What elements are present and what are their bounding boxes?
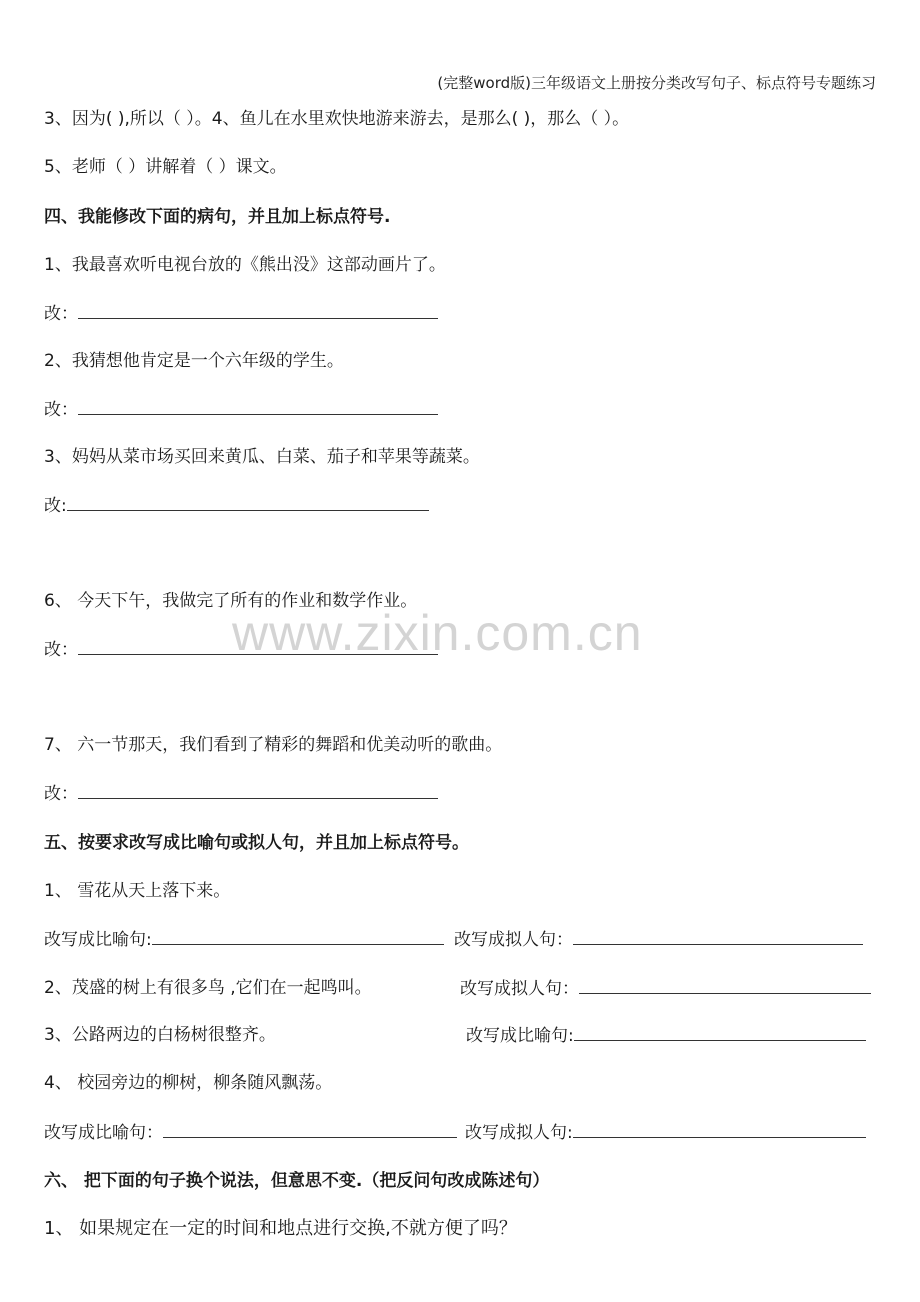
- s5-answer-4-personify: [465, 1121, 866, 1144]
- s5-question-1: 1、 雪花从天上落下来。: [44, 881, 231, 901]
- s4-answer-1: [44, 302, 438, 325]
- s4-question-6: 6、 今天下午，我做完了所有的作业和数学作业。: [44, 591, 418, 611]
- answer-label: 改写成比喻句:: [44, 930, 152, 950]
- answer-line[interactable]: [78, 302, 438, 319]
- s5-answer-4-simile: [44, 1121, 457, 1144]
- answer-label: 改写成拟人句：: [454, 930, 573, 950]
- answer-label: 改:: [44, 496, 67, 516]
- answer-label: 改写成拟人句:: [465, 1123, 573, 1143]
- s5-answer-1-personify: [454, 928, 863, 951]
- s4-question-2: 2、我猜想他肯定是一个六年级的学生。: [44, 351, 344, 371]
- answer-line[interactable]: [573, 928, 863, 945]
- s4-question-7: 7、 六一节那天，我们看到了精彩的舞蹈和优美动听的歌曲。: [44, 735, 503, 755]
- answer-label: 改：: [44, 400, 78, 420]
- s5-question-3: 3、公路两边的白杨树很整齐。: [44, 1025, 276, 1045]
- answer-line[interactable]: [163, 1121, 457, 1138]
- answer-line[interactable]: [573, 1121, 866, 1138]
- answer-line[interactable]: [78, 782, 438, 799]
- answer-line[interactable]: [78, 398, 438, 415]
- section-5-title: 五、按要求改写成比喻句或拟人句，并且加上标点符号。: [44, 833, 469, 853]
- answer-line[interactable]: [579, 977, 871, 994]
- answer-line[interactable]: [67, 494, 429, 511]
- answer-line[interactable]: [152, 928, 444, 945]
- answer-label: 改写成比喻句:: [466, 1026, 574, 1046]
- section-6-title: 六、 把下面的句子换个说法，但意思不变.（把反问句改成陈述句）: [44, 1171, 550, 1191]
- answer-label: 改：: [44, 784, 78, 804]
- answer-label: 改写成拟人句：: [460, 979, 579, 999]
- s5-question-2: 2、茂盛的树上有很多鸟 ,它们在一起鸣叫。: [44, 978, 372, 998]
- watermark: www.zixin.com.cn: [232, 605, 643, 661]
- s6-question-1: 1、 如果规定在一定的时间和地点进行交换,不就方便了吗？: [44, 1218, 517, 1239]
- fill-blank-line-5: 5、老师（ ）讲解着（ ）课文。: [44, 157, 287, 177]
- document-header: (完整word版)三年级语文上册按分类改写句子、标点符号专题练习: [437, 74, 876, 92]
- s4-question-1: 1、我最喜欢听电视台放的《熊出没》这部动画片了。: [44, 255, 446, 275]
- section-4-title: 四、我能修改下面的病句，并且加上标点符号.: [44, 207, 391, 227]
- answer-line[interactable]: [574, 1024, 866, 1041]
- fill-blank-line-3-4: 3、因为( ),所以（ ）。4、鱼儿在水里欢快地游来游去，是那么( )，那么（ ）。: [44, 109, 630, 129]
- s4-answer-2: [44, 398, 438, 421]
- s5-question-4: 4、 校园旁边的柳树，柳条随风飘荡。: [44, 1073, 333, 1093]
- answer-label: 改：: [44, 304, 78, 324]
- s5-answer-1-simile: [44, 928, 444, 951]
- s5-answer-3-simile: [466, 1024, 866, 1047]
- answer-label: 改：: [44, 640, 78, 660]
- s4-answer-7: [44, 782, 438, 805]
- s5-answer-2-personify: [460, 977, 871, 1000]
- s4-question-3: 3、妈妈从菜市场买回来黄瓜、白菜、茄子和苹果等蔬菜。: [44, 447, 480, 467]
- s4-answer-3: [44, 494, 429, 517]
- answer-label: 改写成比喻句：: [44, 1123, 163, 1143]
